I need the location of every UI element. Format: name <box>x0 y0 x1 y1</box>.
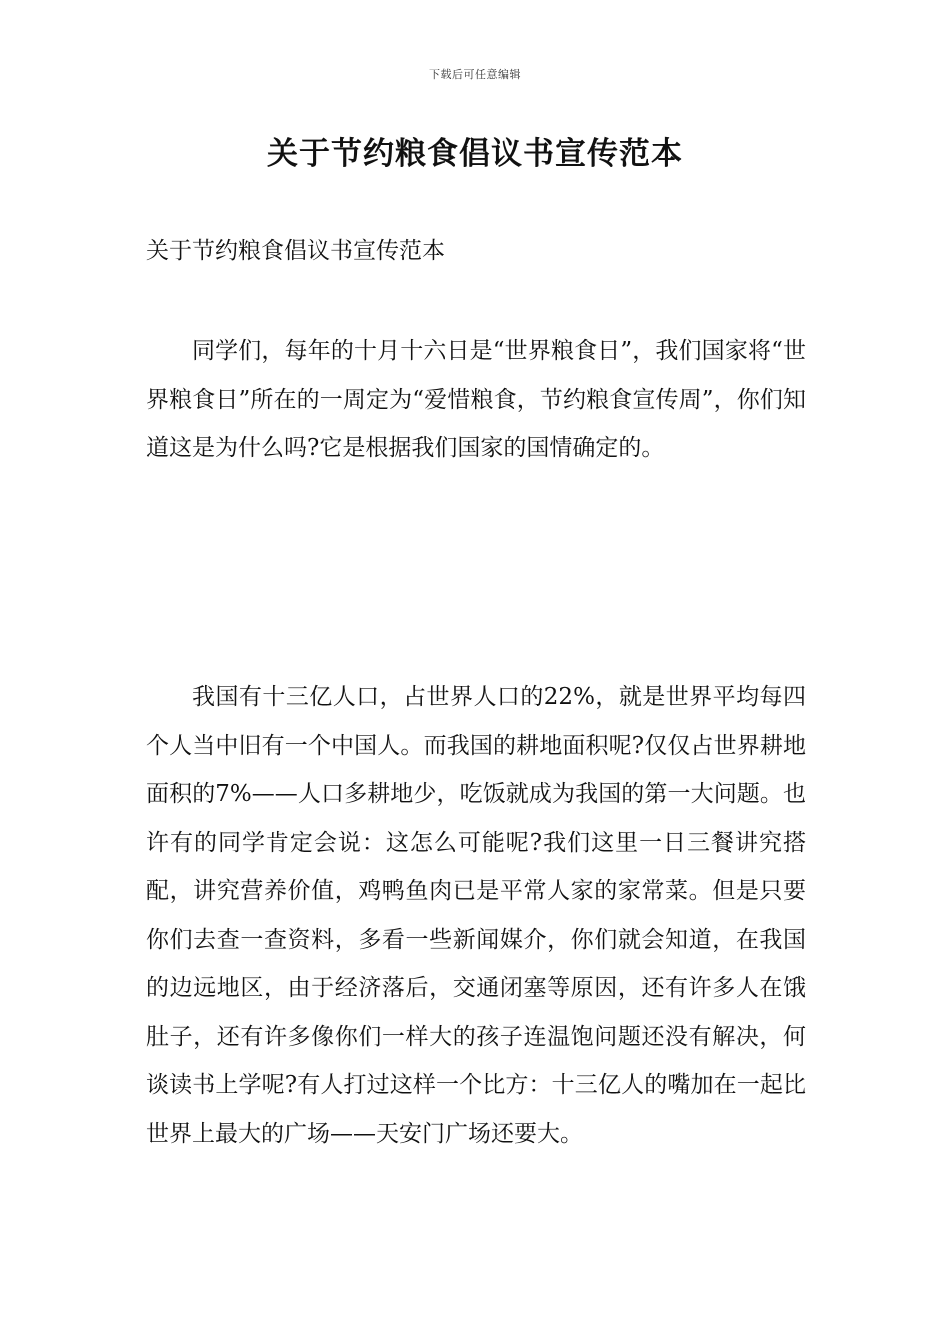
header-note: 下载后可任意编辑 <box>429 68 521 81</box>
paragraph-1: 同学们，每年的十月十六日是“世界粮食日”，我们国家将“世界粮食日”所在的一周定为“爱惜粮食，节约粮食宣传周”，你们知道这是为什么吗?它是根据我们国家的国情确定的。 <box>146 338 806 461</box>
document-title: 关于节约粮食倡议书宣传范本 <box>267 136 683 172</box>
paragraph-2: 我国有十三亿人口，占世界人口的22%，就是世界平均每四个人当中旧有一个中国人。而我国的耕地面积呢?仅仅占世界耕地面积的7%——人口多耕地少，吃饭就成为我国的第一大问题。也许有的同学肯定会说：这怎么可能呢?我们这里一日三餐讲究搭配，讲究营养价值，鸡鸭鱼肉已是平常人家的家常菜。但是只要你们去查一查资料，多看一些新闻媒介，你们就会知道，在我国的边远地区，由于经济落后，交通闭塞等原因，还有许多人在饿肚子，还有许多像你们一样大的孩子连温饱问题还没有解决，何谈读书上学呢?有人打过这样一个比方：十三亿人的嘴加在一起比世界上最大的广场——天安门广场还要大。 <box>146 684 806 1147</box>
document-subtitle: 关于节约粮食倡议书宣传范本 <box>146 238 445 264</box>
